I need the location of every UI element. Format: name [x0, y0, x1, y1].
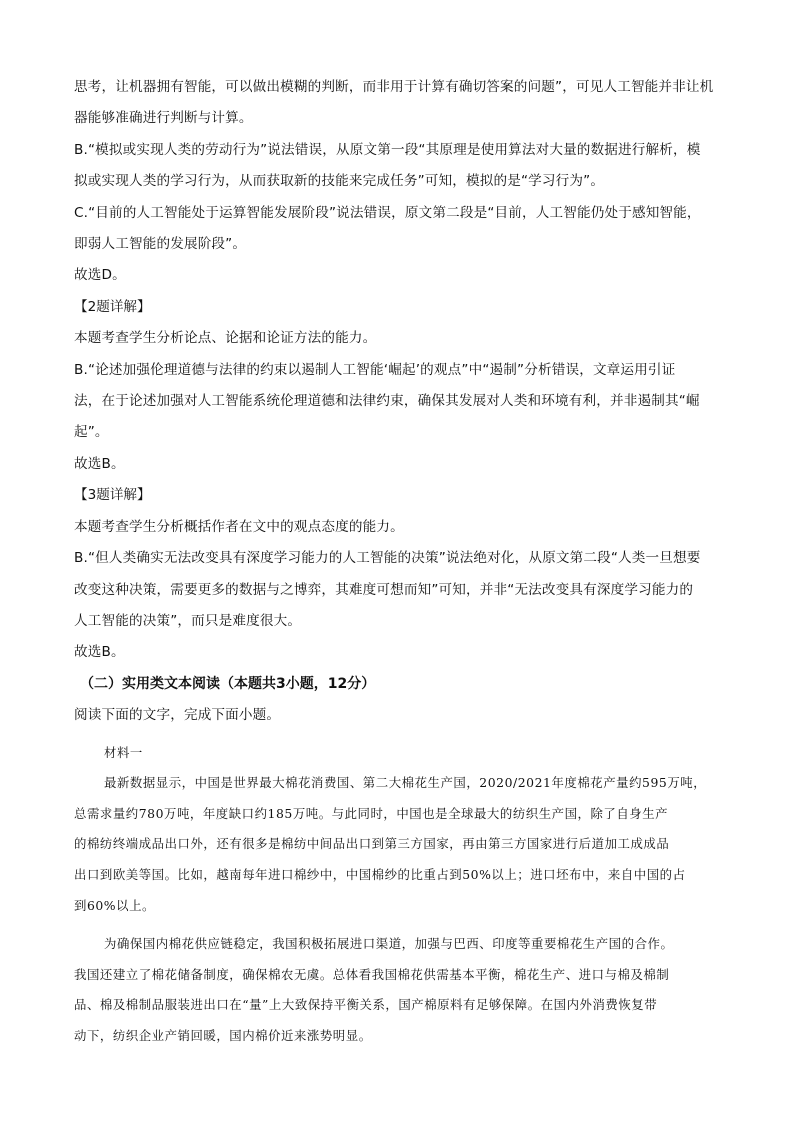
answer-line: 改变这种决策，需要更多的数据与之博弈，其难度可想而知”可知，并非“无法改变具有深度学习能力的: [74, 581, 694, 598]
answer-line: 故选B。: [74, 644, 125, 661]
material-line: 品、棉及棉制品服装进出口在“量”上大致保持平衡关系，国产棉原料有足够保障。在国内外消费恢复带: [74, 997, 658, 1013]
section-instruction: 阅读下面的文字，完成下面小题。: [74, 707, 281, 724]
answer-line: B.“模拟或实现人类的劳动行为”说法错误，从原文第一段“其原理是使用算法对大量的数据进行解析，模: [74, 141, 701, 158]
material-line: 动下，纺织企业产销回暖，国内棉价近来涨势明显。: [74, 1027, 372, 1043]
answer-line: 本题考查学生分析论点、论据和论证方法的能力。: [74, 330, 377, 347]
question-3-block: [74, 480, 720, 668]
material-label: 材料一: [104, 744, 143, 760]
answer-line: 人工智能的决策”，而只是难度很大。: [74, 612, 302, 629]
answer-line: C.“目前的人工智能处于运算智能发展阶段”说法错误，原文第二段是“目前，人工智能仍处于感知智能，: [74, 204, 701, 221]
answer-line: 拟或实现人类的学习行为，从而获取新的技能来完成任务”可知，模拟的是“学习行为”。: [74, 173, 605, 190]
answer-line: B.“但人类确实无法改变具有深度学习能力的人工智能的决策”说法绝对化，从原文第二段“人类一旦想要: [74, 550, 701, 567]
material-line: 为确保国内棉花供应链稳定，我国积极拓展进口渠道，加强与巴西、印度等重要棉花生产国的合作。: [104, 936, 674, 952]
answer-line: B.“论述加强伦理道德与法律的约束以遏制人工智能‘崛起’的观点”中“遏制”分析错误，文章运用引证: [74, 361, 676, 378]
material-line: 出口到欧美等国。比如，越南每年进口棉纱中，中国棉纱的比重占到50%以上；进口坯布中，来自中国的占: [74, 866, 686, 882]
material-line: 总需求量约780万吨，年度缺口约185万吨。与此同时，中国也是全球最大的纺织生产国，除了自身生产: [74, 805, 669, 821]
document-page: [74, 72, 720, 1051]
answer-line: 故选B。: [74, 455, 125, 472]
answer-line: 起”。: [74, 424, 109, 441]
answer-line: 思考，让机器拥有智能，可以做出模糊的判断，而非用于计算有确切答案的问题”，可见人工智能并非让机: [74, 79, 714, 95]
question-3-heading: 【3题详解】: [74, 487, 151, 504]
section-block: [74, 669, 720, 732]
material-block: [74, 738, 720, 1052]
answer-line: 故选D。: [74, 267, 126, 284]
question-2-block: [74, 292, 720, 480]
answer-line: 法，在于论述加强对人工智能系统伦理道德和法律约束，确保其发展对人类和环境有利，并非遏制其“崛: [74, 393, 700, 410]
answer-block: [74, 72, 720, 292]
answer-line: 本题考查学生分析概括作者在文中的观点态度的能力。: [74, 518, 404, 535]
section-title: （二）实用类文本阅读（本题共3小题，12分）: [80, 675, 376, 692]
material-line: 我国还建立了棉花储备制度，确保棉农无虞。总体看我国棉花供需基本平衡，棉花生产、进口与棉及棉制: [74, 966, 670, 982]
answer-line: 即弱人工智能的发展阶段”。: [74, 236, 247, 253]
material-line: 到60%以上。: [74, 897, 155, 913]
answer-line: 器能够准确进行判断与计算。: [74, 110, 253, 127]
material-line: 最新数据显示，中国是世界最大棉花消费国、第二大棉花生产国，2020/2021年度棉花产量约595万吨，: [104, 775, 707, 791]
material-line: 的棉纺终端成品出口外，还有很多是棉纺中间品出口到第三方国家，再由第三方国家进行后道加工成成品: [74, 836, 670, 852]
question-2-heading: 【2题详解】: [74, 298, 151, 315]
